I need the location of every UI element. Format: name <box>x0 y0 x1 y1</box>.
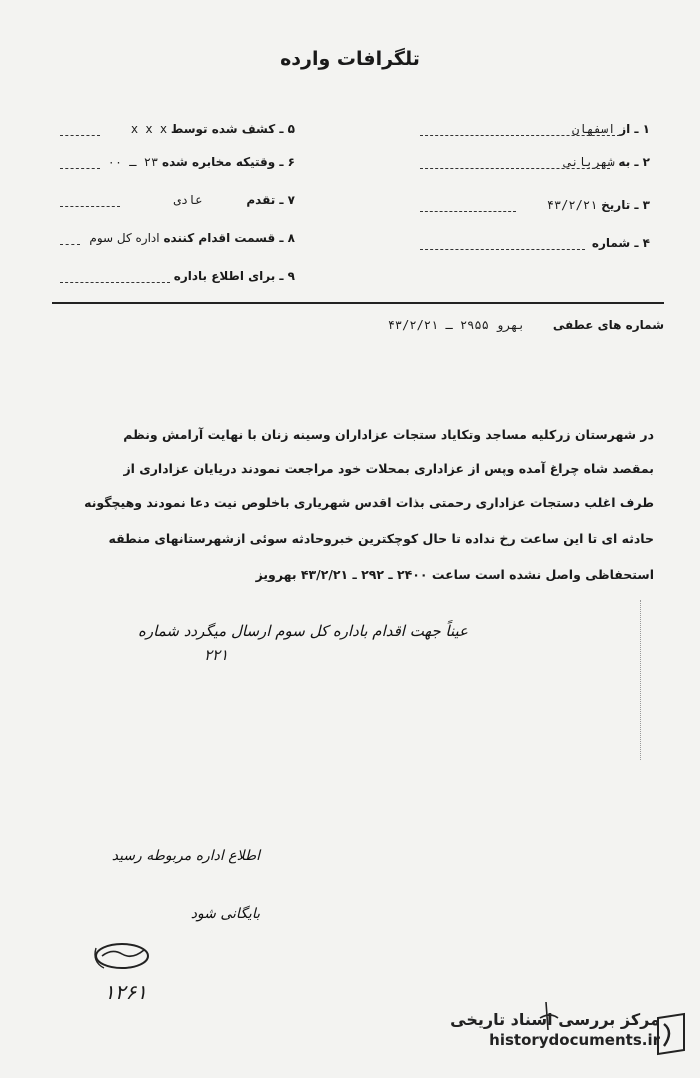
field-sent-time <box>108 155 295 169</box>
watermark-persian: مرکز بررسی اسناد تاریخی <box>450 1010 660 1029</box>
field-from-value: اسفهان <box>572 122 616 136</box>
field-number-dotline <box>420 249 585 250</box>
field-number-label: ۴ ـ شماره <box>591 236 650 250</box>
field-decoded-by-value: x x x <box>130 122 168 136</box>
reference-numbers <box>388 318 664 332</box>
watermark <box>450 1010 660 1049</box>
message-line-1: در شهرستان زرکلیه مساجد وتکایاد ستجات عزاداران وسینه زنان با نهایت آرامش ونظم <box>123 427 654 442</box>
field-to <box>564 155 650 169</box>
message-line-2: بمقصد شاه چراغ آمده وپس از عزاداری بمحلات خود مراجعت نمودند دریایان عزاداری از <box>123 461 654 476</box>
field-priority-label: ۷ ـ تقدم <box>246 193 295 207</box>
field-date-label: ۳ ـ تاریخ <box>601 198 650 212</box>
field-date-dotline <box>420 211 516 212</box>
field-action-dept-dotline <box>60 244 80 245</box>
page-edge-mark <box>640 600 641 760</box>
archive-logo-icon <box>654 1012 688 1056</box>
field-action-dept-value: اداره کل سوم <box>89 231 160 245</box>
field-sent-time-dotline <box>60 168 100 169</box>
field-info-to-dotline <box>60 282 170 283</box>
field-from-dotline <box>420 135 620 136</box>
watermark-url: historydocuments.ir <box>489 1031 660 1049</box>
document-title: تلگرافات وارده <box>280 48 420 70</box>
field-to-label: ۲ ـ به <box>618 155 650 169</box>
message-line-5: استحفاظی واصل نشده است ساعت ۲۴۰۰ ـ ۲۹۲ ـ ۴۳/۲/۲۱ بهرویز <box>255 567 654 582</box>
field-to-dotline <box>420 168 610 169</box>
field-from-label: ۱ ـ از <box>619 122 650 136</box>
field-priority-value: عادی <box>173 193 203 207</box>
field-sent-time-value: ۲۳ ـ ۰۰ <box>107 155 159 169</box>
field-action-dept-label: ۸ ـ قسمت اقدام کننده <box>163 231 295 245</box>
field-decoded-by-dotline <box>60 135 100 136</box>
handwritten-annotation: عیناً جهت اقدام باداره کل سوم ارسال میگردد شماره <box>138 622 468 640</box>
handwritten-note-2: بایگانی شود <box>190 906 260 922</box>
signature-number: ۱۲۶۱ <box>104 980 147 1004</box>
field-number <box>592 236 650 250</box>
message-line-4: حادثه ای تا این ساعت رخ نداده تا حال کوچکترین خبروحادثه سوئی ازشهرستانهای منطقه <box>108 531 654 546</box>
field-date <box>547 198 650 212</box>
field-info-to-label: ۹ ـ برای اطلاع باداره <box>173 269 295 283</box>
message-line-3: طرف اغلب دستجات عزاداری رحمتی بذات اقدس شهریاری باخلوص نیت دعا نمودند وهیچگونه <box>84 495 654 510</box>
header-divider <box>52 302 664 304</box>
handwritten-annotation-number: ۲۲۱ <box>204 646 229 664</box>
field-info-to <box>174 269 295 283</box>
field-from <box>572 122 650 136</box>
field-decoded-by-label: ۵ ـ کشف شده توسط <box>170 122 295 136</box>
handwritten-note-1: اطلاع اداره مربوطه رسید <box>111 848 260 864</box>
field-to-value: شهربانی <box>564 155 615 169</box>
field-date-value: ۴۳/۲/۲۱ <box>546 198 598 212</box>
reference-label: شماره های عطفی <box>552 318 664 332</box>
field-priority-dotline <box>60 206 120 207</box>
field-decoded-by <box>131 122 295 136</box>
reference-value: بهرو ۲۹۵۵ ـ ۴۳/۲/۲۱ <box>387 318 525 332</box>
field-sent-time-label: ۶ ـ وقتیکه مخابره شده <box>162 155 295 169</box>
field-priority <box>174 193 295 207</box>
field-action-dept <box>89 231 295 245</box>
